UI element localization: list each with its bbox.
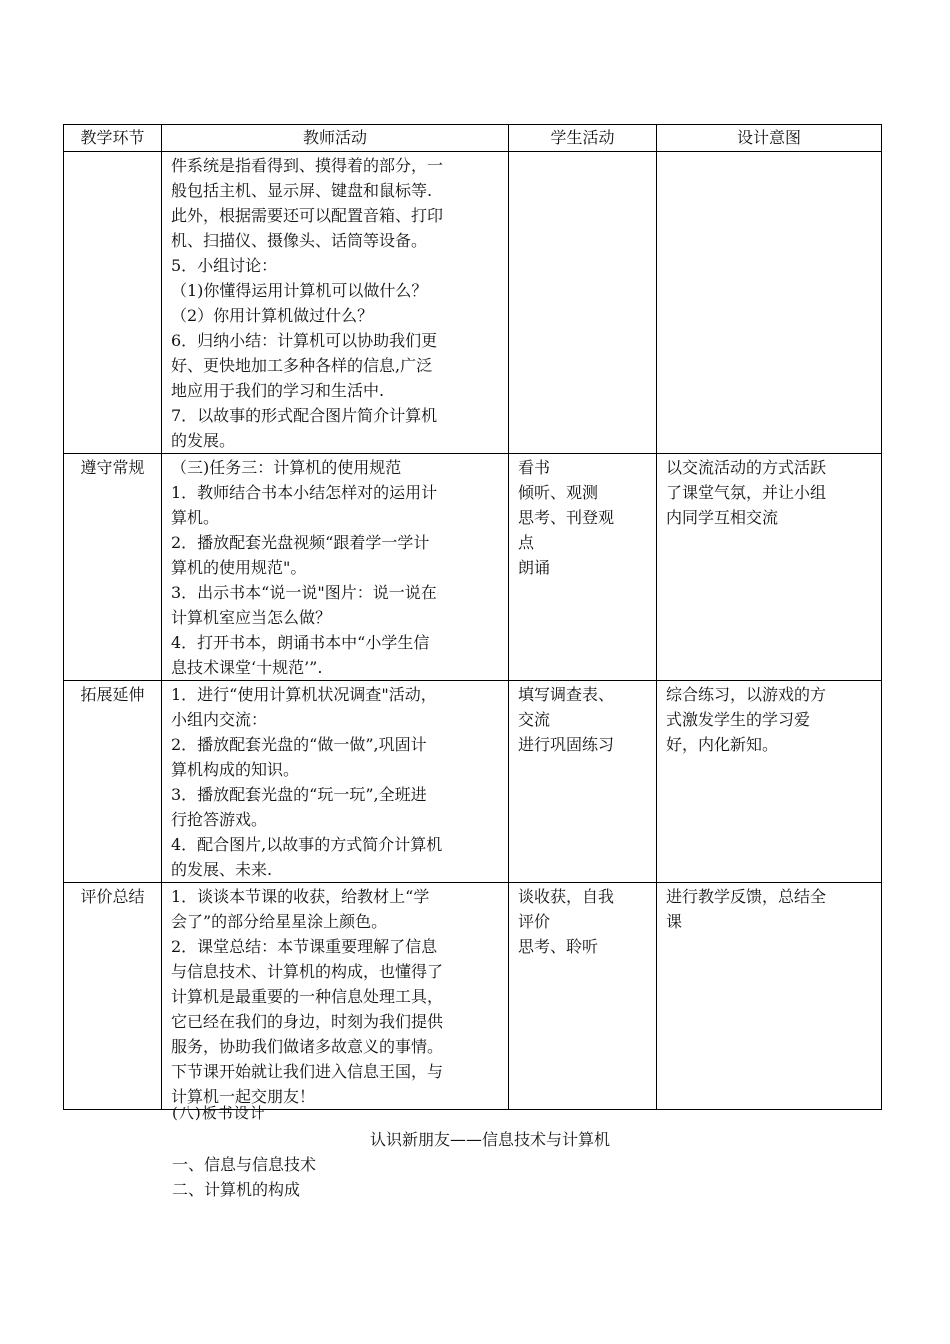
text-line: 进行巩固练习 [518, 735, 615, 754]
text-line: 的发展、未来. [171, 860, 273, 879]
stage-cell: 遵守常规 [64, 454, 162, 681]
text-line: 思考、聆听 [518, 937, 599, 956]
header-student-activity: 学生活动 [509, 125, 657, 152]
text-line: 朗诵 [518, 558, 551, 577]
text-line: 5．小组讨论： [171, 256, 278, 275]
teacher-activity-cell [162, 883, 509, 1110]
design-intent-cell [657, 681, 882, 883]
text-line: 7．以故事的形式配合图片简介计算机 [171, 406, 438, 425]
text-line: 课 [666, 912, 683, 931]
stage-cell: 评价总结 [64, 883, 162, 1110]
table-header-row [64, 125, 882, 152]
design-intent-cell [657, 883, 882, 1110]
text-line: 好，内化新知。 [666, 735, 779, 754]
text-line: 般包括主机、显示屏、键盘和鼠标等. [171, 181, 433, 200]
text-line: 2．播放配套光盘视频“跟着学一学计 [171, 533, 430, 552]
text-line: 它已经在我们的身边，时刻为我们提供 [171, 1012, 444, 1031]
header-teacher-activity: 教师活动 [162, 125, 509, 152]
student-activity-cell [509, 883, 657, 1110]
text-line: 点 [518, 533, 535, 552]
text-line: 6．归纳小结：计算机可以协助我们更 [171, 331, 438, 350]
text-line: 3．播放配套光盘的“玩一玩”,全班进 [171, 785, 427, 804]
table-row [64, 454, 882, 681]
teacher-activity-cell [162, 152, 509, 454]
text-line: 好、更快地加工多种各样的信息,广泛 [171, 356, 433, 375]
text-line: 了课堂气氛，并让小组 [666, 483, 827, 502]
text-line: 的发展。 [171, 431, 236, 450]
text-line: 机、扫描仪、摄像头、话筒等设备。 [171, 231, 428, 250]
text-line: 服务，协助我们做诸多故意义的事情。 [171, 1037, 444, 1056]
text-line: 倾听、观测 [518, 483, 599, 502]
text-line: 3．出示书本“说一说"图片：说一说在 [171, 583, 437, 602]
table-row [64, 152, 882, 454]
text-line: （三)任务三：计算机的使用规范 [171, 458, 402, 477]
text-line: 1．教师结合书本小结怎样对的运用计 [171, 483, 438, 502]
text-line: 思考、刊登观 [518, 508, 615, 527]
text-line: 计算机一起交朋友！ [171, 1087, 316, 1106]
design-intent-cell [657, 454, 882, 681]
text-line: 综合练习，以游戏的方 [666, 685, 827, 704]
lesson-plan-table [63, 124, 882, 1110]
text-line: 此外，根据需要还可以配置音箱、打印 [171, 206, 444, 225]
text-line: 以交流活动的方式活跃 [666, 458, 827, 477]
text-line: 评价 [518, 912, 551, 931]
text-line: 1．进行“使用计算机状况调查"活动， [171, 685, 437, 704]
text-line: 行抢答游戏。 [171, 810, 268, 829]
text-line: 件系统是指看得到、摸得着的部分，一 [171, 156, 444, 175]
text-line: 小组内交流： [171, 710, 268, 729]
text-line: 4．配合图片,以故事的方式简介计算机 [171, 835, 443, 854]
text-line: 2．播放配套光盘的“做一做”,巩固计 [171, 735, 427, 754]
text-line: 1．谈谈本节课的收获，给教材上“学 [171, 887, 430, 906]
text-line: 式激发学生的学习爱 [666, 710, 811, 729]
text-line: 填写调查表、 [518, 685, 615, 704]
text-line: 会了”的部分给星星涂上颜色。 [171, 912, 388, 931]
text-line: 算机。 [171, 508, 220, 527]
text-line: 与信息技术、计算机的构成，也懂得了 [171, 962, 444, 981]
design-intent-cell [657, 152, 882, 454]
text-line: （2）你用计算机做过什么？ [171, 306, 374, 325]
teacher-activity-cell [162, 681, 509, 883]
stage-cell: 拓展延伸 [64, 681, 162, 883]
text-line: （1)你懂得运用计算机可以做什么？ [171, 281, 428, 300]
text-line: 计算机是最重要的一种信息处理工具， [171, 987, 444, 1006]
text-line: 计算机室应当怎么做？ [171, 608, 332, 627]
text-line: 息技术课堂‘十规范’”. [171, 658, 323, 677]
header-stage: 教学环节 [64, 125, 162, 152]
text-line: 看书 [518, 458, 551, 477]
header-design-intent: 设计意图 [657, 125, 882, 152]
text-line: 下节课开始就让我们进入信息王国，与 [171, 1062, 444, 1081]
text-line: 交流 [518, 710, 551, 729]
text-line: 谈收获，自我 [518, 887, 615, 906]
table-row [64, 883, 882, 1110]
text-line: 2．课堂总结：本节课重要理解了信息 [171, 937, 438, 956]
text-line: 内同学互相交流 [666, 508, 779, 527]
student-activity-cell [509, 454, 657, 681]
text-line: 地应用于我们的学习和生活中. [171, 381, 385, 400]
teacher-activity-cell [162, 454, 509, 681]
board-item: 二、计算机的构成 [172, 1180, 301, 1199]
text-line: 算机的使用规范"。 [171, 558, 307, 577]
student-activity-cell [509, 681, 657, 883]
text-line: 算机构成的知识。 [171, 760, 300, 779]
board-design-subtitle: (八)板书设计 [172, 1104, 266, 1122]
text-line: 4．打开书本，朗诵书本中“小学生信 [171, 633, 430, 652]
board-design-title: 认识新朋友——信息技术与计算机 [369, 1130, 610, 1149]
student-activity-cell [509, 152, 657, 454]
table-row [64, 681, 882, 883]
stage-cell [64, 152, 162, 454]
board-item: 一、信息与信息技术 [172, 1155, 317, 1174]
text-line: 进行教学反馈，总结全 [666, 887, 827, 906]
